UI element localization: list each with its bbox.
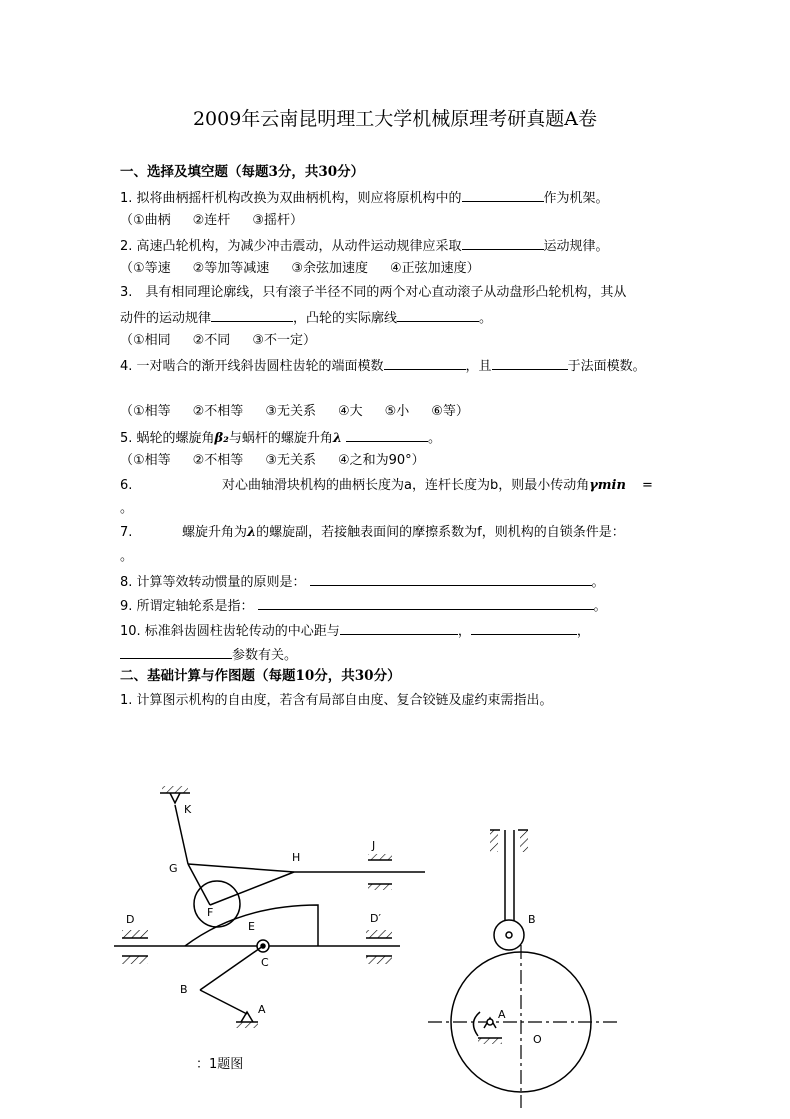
q1-text-end: 作为机架。: [543, 191, 609, 206]
q2-option-1: （①等速: [120, 261, 171, 276]
q3-option-2: ②不同: [192, 333, 231, 348]
q4-option-6: ⑥等）: [431, 404, 469, 419]
label-d-prime: D′: [370, 912, 381, 925]
lambda-symbol-q7: λ: [247, 525, 257, 540]
label-c: C: [261, 956, 269, 969]
label-a: A: [258, 1003, 266, 1016]
q4-option-1: （①相等: [120, 404, 171, 419]
q8-text: 8. 计算等效转动惯量的原则是：: [120, 575, 306, 590]
rotation-arrow: [473, 1012, 480, 1036]
beta2-symbol: β₂: [214, 431, 229, 446]
q4-text-c: 于法面模数。: [567, 359, 646, 374]
follower-roller-b: [494, 920, 524, 950]
q6-text: 对心曲轴滑块机构的曲柄长度为a，连杆长度为b，则最小传动角: [222, 478, 590, 493]
link-fh: [210, 872, 294, 905]
q6-equals: =: [641, 478, 653, 493]
q4-option-2: ②不相等: [192, 404, 244, 419]
q10-end: 参数有关。: [232, 648, 298, 663]
page-title: 2009年云南昆明理工大学机械原理考研真题A卷: [192, 108, 598, 130]
section1-heading: 一、选择及填空题（每题3分，共30分）: [120, 164, 365, 180]
label-j: J: [372, 839, 376, 852]
q3-text-c: ，凸轮的实际廓线: [293, 311, 398, 326]
q4-text: 4. 一对啮合的渐开线斜齿圆柱齿轮的端面模数: [120, 359, 384, 374]
q5-option-3: ③无关系: [265, 453, 316, 468]
q3-text-d: 。: [479, 311, 493, 326]
label-b: B: [180, 983, 188, 996]
q2-option-3: ③余弦加速度: [291, 261, 368, 276]
ground-k-hatch: [162, 786, 188, 793]
q9-end: 。: [593, 599, 607, 614]
lambda-symbol: λ: [332, 431, 343, 446]
q2-text: 2. 高速凸轮机构，为减少冲击震动，从动件运动规律应采取: [120, 239, 462, 254]
q2-option-4: ④正弦加速度）: [389, 261, 480, 276]
figure-caption: ：1题图: [196, 1057, 244, 1072]
label-k: K: [184, 803, 192, 816]
label-a-right: A: [498, 1008, 506, 1021]
q10-sep-1: ，: [457, 624, 471, 639]
question-7-number: 7.: [120, 525, 133, 540]
q4-text-b: ，且: [465, 359, 492, 374]
q3-option-1: （①相同: [120, 333, 171, 348]
q7-text: 螺旋升角为: [182, 525, 248, 540]
label-f: F: [207, 906, 214, 919]
q5-text: 5. 蜗轮的螺旋角: [120, 431, 215, 446]
q5-text-b: 与蜗杆的螺旋升角: [228, 431, 333, 446]
q7-text-b: 的螺旋副，若接触表面间的摩擦系数为f，则机构的自锁条件是：: [256, 525, 625, 540]
label-b-right: B: [528, 913, 536, 926]
link-gh: [188, 864, 294, 872]
q1-text: 1. 拟将曲柄摇杆机构改换为双曲柄机构，则应将原机构中的: [120, 191, 462, 206]
label-g: G: [169, 862, 178, 875]
support-k: [170, 793, 180, 803]
q4-option-4: ④大: [337, 404, 363, 419]
question-6-number: 6.: [120, 478, 133, 493]
section2-question-1: 1. 计算图示机构的自由度，若含有局部自由度、复合铰链及虚约束需指出。: [120, 693, 553, 708]
q2-text-end: 运动规律。: [543, 239, 609, 254]
q4-option-3: ③无关系: [265, 404, 316, 419]
q4-option-5: ⑤小: [384, 404, 410, 419]
question-3: 3. 具有相同理论廓线，只有滚子半径不同的两个对心直动滚子从动盘形凸轮机构，其从: [120, 285, 627, 300]
link-ba: [200, 990, 247, 1014]
gamma-min-symbol: γmin: [589, 478, 626, 493]
q9-text: 9. 所谓定轴轮系是指：: [120, 599, 254, 614]
q7-end: 。: [120, 549, 134, 564]
q8-end: 。: [591, 575, 605, 590]
q1-option-2: ②连杆: [192, 213, 231, 228]
label-d: D: [126, 913, 135, 926]
q3-text-b: 动件的运动规律: [120, 311, 212, 326]
q5-text-end: 。: [428, 431, 442, 446]
label-e: E: [248, 920, 255, 933]
q6-end: 。: [120, 501, 134, 516]
label-h: H: [292, 851, 301, 864]
q5-option-4: ④之和为90°）: [337, 453, 425, 468]
section2-heading: 二、基础计算与作图题（每题10分，共30分）: [120, 668, 401, 684]
q2-option-2: ②等加等减速: [192, 261, 270, 276]
q1-option-3: ③摇杆）: [252, 213, 303, 228]
q1-option-1: （①曲柄: [120, 213, 171, 228]
q10-text: 10. 标准斜齿圆柱齿轮传动的中心距与: [120, 624, 340, 639]
q5-option-1: （①相等: [120, 453, 171, 468]
q5-option-2: ②不相等: [192, 453, 244, 468]
q3-option-3: ③不一定）: [252, 333, 316, 348]
label-o: O: [533, 1033, 542, 1046]
q10-sep-2: ，: [576, 624, 590, 639]
link-cb: [200, 946, 263, 990]
link-gf: [188, 864, 210, 905]
